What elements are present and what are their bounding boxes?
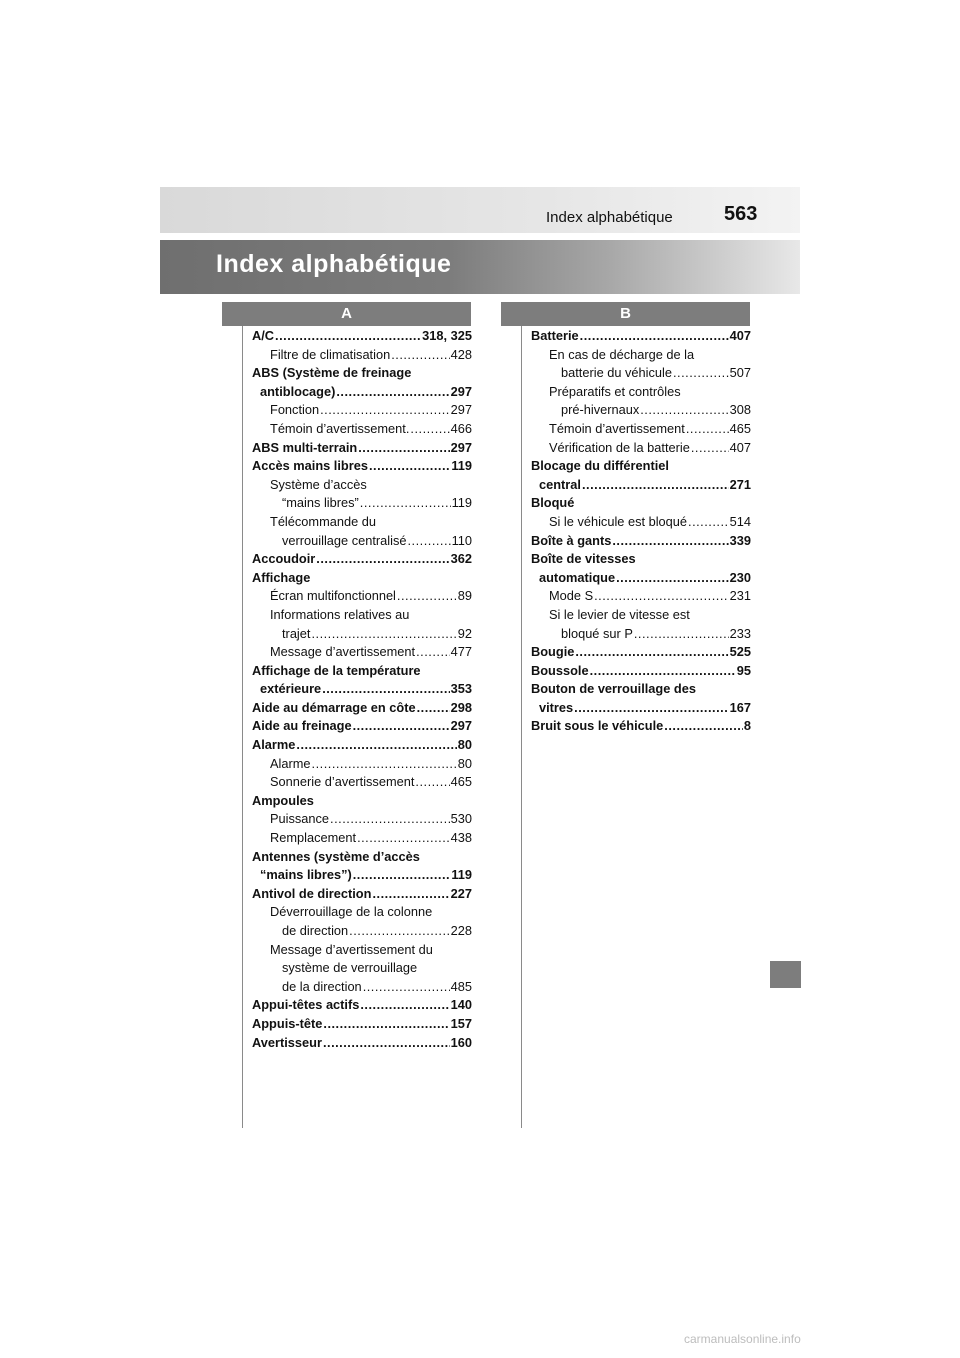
index-subentry [252,959,472,978]
dot-leader [330,810,450,829]
index-entry [252,866,472,885]
entry-text: Alarme [270,755,311,771]
index-column-b [531,327,751,736]
entry-text: Batterie [531,328,579,343]
entry-text: Appui-têtes actifs [252,997,360,1013]
dot-leader [275,327,421,346]
index-entry [252,1034,472,1053]
entry-page-number: 89 [457,588,472,604]
entry-text: Système d’accès [270,476,367,492]
index-subentry [252,810,472,829]
index-subentry [252,346,472,365]
entry-text: Message d’avertissement du [270,941,433,957]
index-subentry [531,383,751,402]
entry-page-number: 297 [450,402,472,418]
dot-leader [574,699,728,718]
entry-text: Puissance [270,811,330,827]
index-subentry [252,606,472,625]
dot-leader [323,1034,450,1053]
index-entry [252,383,472,402]
entry-page-number: 119 [451,495,472,511]
entry-page-number: 119 [451,867,472,883]
entry-text: Bouton de verrouillage des [531,681,696,697]
dot-leader [688,513,729,532]
dot-leader [360,996,449,1015]
index-entry [252,439,472,458]
entry-page-number: 233 [729,625,751,641]
letter-heading-a: A [222,302,471,326]
dot-leader [686,420,729,439]
entry-page-number: 297 [450,439,472,455]
entry-page-number: 477 [450,644,472,660]
entry-text: verrouillage centralisé [282,532,407,548]
entry-page-number: 339 [729,532,751,548]
entry-text: Boussole [531,662,589,678]
entry-text: vitres [539,699,574,715]
index-subentry [252,941,472,960]
index-entry [252,885,472,904]
dot-leader [316,550,449,569]
entry-page-number: 428 [450,346,472,362]
index-subentry [252,829,472,848]
index-entry [252,792,472,811]
index-subentry [252,643,472,662]
entry-text: Appuis-tête [252,1015,323,1031]
dot-leader [360,494,451,513]
entry-page-number: 228 [450,923,472,938]
entry-page-number: 514 [729,513,751,529]
page-title: Index alphabétique [216,250,452,278]
entry-text: Fonction [270,402,320,418]
entry-page-number: 353 [450,681,472,697]
entry-text: pré-hivernaux [561,402,640,418]
index-subentry [531,625,751,644]
index-entry [531,699,751,718]
entry-text: Sonnerie d’avertissement [270,774,415,790]
index-subentry [531,401,751,420]
entry-page-number: 530 [450,811,472,827]
dot-leader [296,736,456,755]
dot-leader [594,587,729,606]
dot-leader [612,532,728,551]
entry-page-number: 308 [729,402,751,418]
index-entry [531,476,751,495]
watermark: carmanualsonline.info [684,1332,801,1346]
index-entry [252,699,472,718]
dot-leader [363,978,450,997]
letter-heading-b: B [501,302,750,326]
entry-text: Vérification de la batterie [549,439,690,455]
index-entry [252,680,472,699]
entry-page-number: 298 [450,699,472,715]
entry-text: de direction [282,923,349,938]
dot-leader [391,346,449,365]
dot-leader [410,420,449,439]
index-subentry [252,401,472,420]
entry-page-number: 92 [457,625,472,641]
entry-text: Antivol de direction [252,885,372,901]
index-subentry [252,532,472,551]
index-entry [252,1015,472,1034]
dot-leader [590,662,736,681]
entry-text: Écran multifonctionnel [270,588,396,604]
entry-page-number: 230 [729,569,751,585]
entry-text: Blocage du différentiel [531,458,669,474]
chapter-tab [770,961,801,988]
entry-page-number: 485 [450,978,472,994]
column-rule-middle [521,302,522,1128]
entry-page-number: 507 [729,365,751,381]
dot-leader [673,364,729,383]
column-rule-left [242,302,243,1128]
dot-leader [415,773,449,792]
index-subentry [252,903,472,922]
entry-page-number: 8 [743,718,751,734]
entry-page-number: 407 [729,439,751,455]
entry-text: “mains libres” [282,495,359,511]
index-entry [252,662,472,681]
index-entry [531,569,751,588]
entry-text: Ampoules [252,792,314,808]
running-header-section: Index alphabétique [546,209,673,226]
entry-text: Préparatifs et contrôles [549,383,681,399]
entry-page-number: 297 [450,718,472,734]
dot-leader [416,643,450,662]
index-entry [531,457,751,476]
entry-text: ABS multi-terrain [252,439,358,455]
entry-text: Bloqué [531,495,575,511]
index-subentry [531,513,751,532]
entry-page-number: 110 [451,532,472,548]
dot-leader [417,699,450,718]
index-subentry [252,773,472,792]
entry-text: Accoudoir [252,551,316,567]
entry-text: extérieure [260,681,322,697]
dot-leader [575,643,728,662]
entry-text: Bougie [531,644,575,660]
entry-text: Témoin d’avertissement. [270,420,410,436]
entry-page-number: 466 [450,420,472,436]
dot-leader [358,439,449,458]
entry-text: bloqué sur P [561,625,633,641]
index-entry [252,569,472,588]
index-subentry [252,420,472,439]
dot-leader [616,569,729,588]
index-entry [531,717,751,736]
entry-page-number: 407 [729,328,751,343]
entry-page-number: 271 [729,476,751,492]
entry-text: Affichage de la température [252,662,421,678]
index-subentry [252,494,472,513]
entry-text: Aide au freinage [252,718,352,734]
index-entry [252,364,472,383]
entry-text: Affichage [252,569,311,585]
index-entry [531,494,751,513]
entry-text: Boîte à gants [531,532,612,548]
dot-leader [582,476,729,495]
entry-text: ABS (Système de freinage [252,365,412,381]
dot-leader [311,625,456,644]
dot-leader [320,401,450,420]
dot-leader [691,439,729,458]
entry-text: Déverrouillage de la colonne [270,904,433,920]
entry-text: batterie du véhicule [561,365,672,381]
entry-text: Témoin d’avertissement [549,420,685,436]
dot-leader [372,885,449,904]
index-subentry [252,625,472,644]
index-entry [252,457,472,476]
index-entry [252,996,472,1015]
dot-leader [369,457,450,476]
entry-text: Informations relatives au [270,606,410,622]
entry-text: Aide au démarrage en côte [252,699,416,715]
entry-text: Boîte de vitesses [531,551,636,567]
entry-text: Mode S [549,588,594,604]
dot-leader [336,383,449,402]
index-subentry [531,439,751,458]
index-entry [252,736,472,755]
index-subentry [252,513,472,532]
index-subentry [252,978,472,997]
index-subentry [252,755,472,774]
entry-text: trajet [282,625,311,641]
entry-page-number: 465 [729,420,751,436]
index-entry [531,532,751,551]
entry-page-number: 160 [450,1034,472,1050]
entry-text: système de verrouillage [282,960,418,976]
dot-leader [349,922,449,941]
index-subentry [531,364,751,383]
index-subentry [252,476,472,495]
entry-text: Accès mains libres [252,458,368,474]
entry-page-number: 465 [450,774,472,790]
index-entry [531,680,751,699]
entry-text: Alarme [252,737,296,753]
entry-text: A/C [252,328,275,343]
entry-text: En cas de décharge de la [549,346,695,362]
dot-leader [312,755,457,774]
entry-text: Message d’avertissement [270,644,416,660]
entry-page-number: 80 [457,755,472,771]
page-number: 563 [724,203,758,225]
running-header-bar [160,187,800,233]
index-subentry [531,420,751,439]
entry-text: “mains libres”) [260,867,352,883]
entry-page-number: 297 [450,383,472,399]
index-subentry [252,922,472,941]
entry-text: Télécommande du [270,513,376,529]
entry-text: automatique [539,569,616,585]
dot-leader [640,401,728,420]
entry-text: Si le levier de vitesse est [549,606,690,622]
entry-page-number: 227 [450,885,472,901]
entry-text: Remplacement [270,830,357,846]
index-subentry [531,587,751,606]
index-entry [252,550,472,569]
dot-leader [353,717,450,736]
dot-leader [357,829,450,848]
entry-page-number: 119 [451,458,472,474]
entry-page-number: 525 [729,644,751,660]
index-subentry [531,346,751,365]
entry-page-number: 95 [736,662,751,678]
index-column-a [252,327,472,1052]
index-entry [252,717,472,736]
index-entry [531,643,751,662]
entry-page-number: 362 [450,551,472,567]
index-entry [531,662,751,681]
dot-leader [397,587,457,606]
index-entry [531,550,751,569]
index-subentry [531,606,751,625]
dot-leader [323,1015,449,1034]
entry-text: central [539,476,581,492]
entry-page-number: 318, 325 [422,328,472,343]
entry-page-number: 231 [729,588,751,604]
dot-leader [634,625,729,644]
entry-text: Antennes (système d’accès [252,848,420,864]
entry-page-number: 140 [450,997,472,1013]
entry-page-number: 438 [450,830,472,846]
entry-page-number: 167 [729,699,751,715]
dot-leader [353,866,451,885]
entry-text: Filtre de climatisation [270,346,391,362]
entry-text: antiblocage) [260,383,336,399]
entry-page-number: 157 [450,1015,472,1031]
dot-leader [580,327,729,346]
index-subentry [252,587,472,606]
dot-leader [664,717,743,736]
entry-page-number: 80 [457,737,472,753]
index-entry [252,848,472,867]
entry-text: de la direction [282,978,362,994]
entry-text: Bruit sous le véhicule [531,718,664,734]
entry-text: Si le véhicule est bloqué [549,513,688,529]
dot-leader [407,532,450,551]
index-entry [252,327,472,346]
entry-text: Avertisseur [252,1034,322,1050]
dot-leader [322,680,449,699]
index-entry [531,327,751,346]
